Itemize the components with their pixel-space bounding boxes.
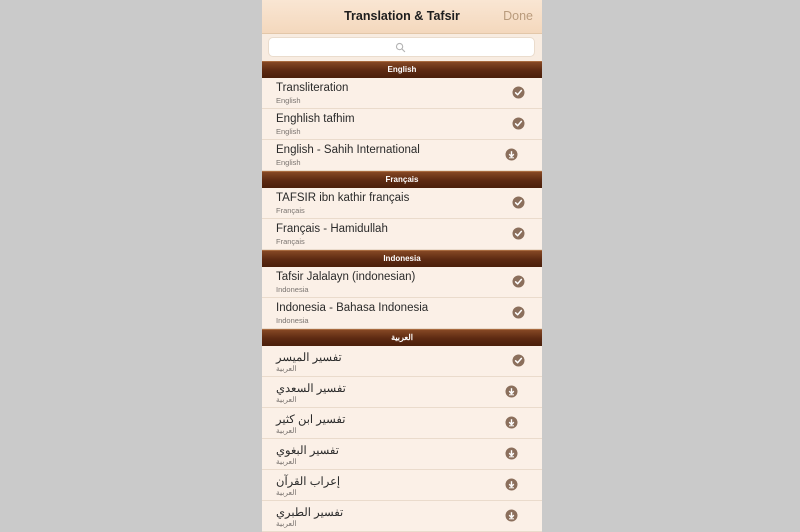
item-subtitle: Indonesia [276,316,309,325]
translation-list [262,61,542,532]
section-header: العربية [262,329,542,346]
list-item[interactable] [262,140,542,171]
section-header: Français [262,171,542,188]
item-title: Tafsir Jalalayn (indonesian) [276,271,416,283]
item-subtitle: English [276,158,301,167]
list-item[interactable] [262,298,542,329]
item-subtitle: العربية [276,426,297,435]
list-item[interactable] [262,346,542,377]
list-item[interactable] [262,109,542,140]
item-title: Transliteration [276,82,349,94]
check-icon [512,275,525,288]
done-button[interactable]: Done [503,9,533,23]
download-icon[interactable] [505,509,518,522]
item-title: تفسير السعدي [276,383,346,395]
app-screen [262,0,542,528]
section-header: Indonesia [262,250,542,267]
list-item[interactable] [262,377,542,408]
item-title: تفسير الميسر [276,352,342,364]
search-input[interactable] [268,37,535,57]
item-title: تفسير الطبري [276,507,344,519]
search-bar [262,34,542,61]
list-item[interactable] [262,470,542,501]
check-icon [512,354,525,367]
check-icon [512,117,525,130]
list-item[interactable] [262,219,542,250]
check-icon [512,306,525,319]
section-header: English [262,61,542,78]
item-subtitle: العربية [276,519,297,528]
download-icon[interactable] [505,148,518,161]
item-title: Indonesia - Bahasa Indonesia [276,302,429,314]
page-title: Translation & Tafsir [344,9,460,23]
item-subtitle: English [276,96,301,105]
list-item[interactable] [262,78,542,109]
item-subtitle: العربية [276,488,297,497]
item-subtitle: Français [276,206,305,215]
item-subtitle: Indonesia [276,285,309,294]
item-subtitle: Français [276,237,305,246]
download-icon[interactable] [505,478,518,491]
check-icon [512,196,525,209]
item-subtitle: العربية [276,395,297,404]
item-subtitle: English [276,127,301,136]
list-item[interactable] [262,267,542,298]
item-title: تفسير ابن كثير [276,414,346,426]
navigation-bar [262,0,542,34]
item-title: إعراب القرآن [276,476,341,488]
item-title: TAFSIR ibn kathir français [276,192,410,204]
item-title: Français - Hamidullah [276,223,388,235]
download-icon[interactable] [505,416,518,429]
download-icon[interactable] [505,385,518,398]
list-item[interactable] [262,188,542,219]
list-item[interactable] [262,501,542,532]
check-icon [512,86,525,99]
list-item[interactable] [262,439,542,470]
item-subtitle: العربية [276,364,297,373]
item-title: English - Sahih International [276,144,420,156]
item-title: Enghlish tafhim [276,113,355,125]
check-icon [512,227,525,240]
list-item[interactable] [262,408,542,439]
item-title: تفسير البغوي [276,445,339,457]
item-subtitle: العربية [276,457,297,466]
download-icon[interactable] [505,447,518,460]
